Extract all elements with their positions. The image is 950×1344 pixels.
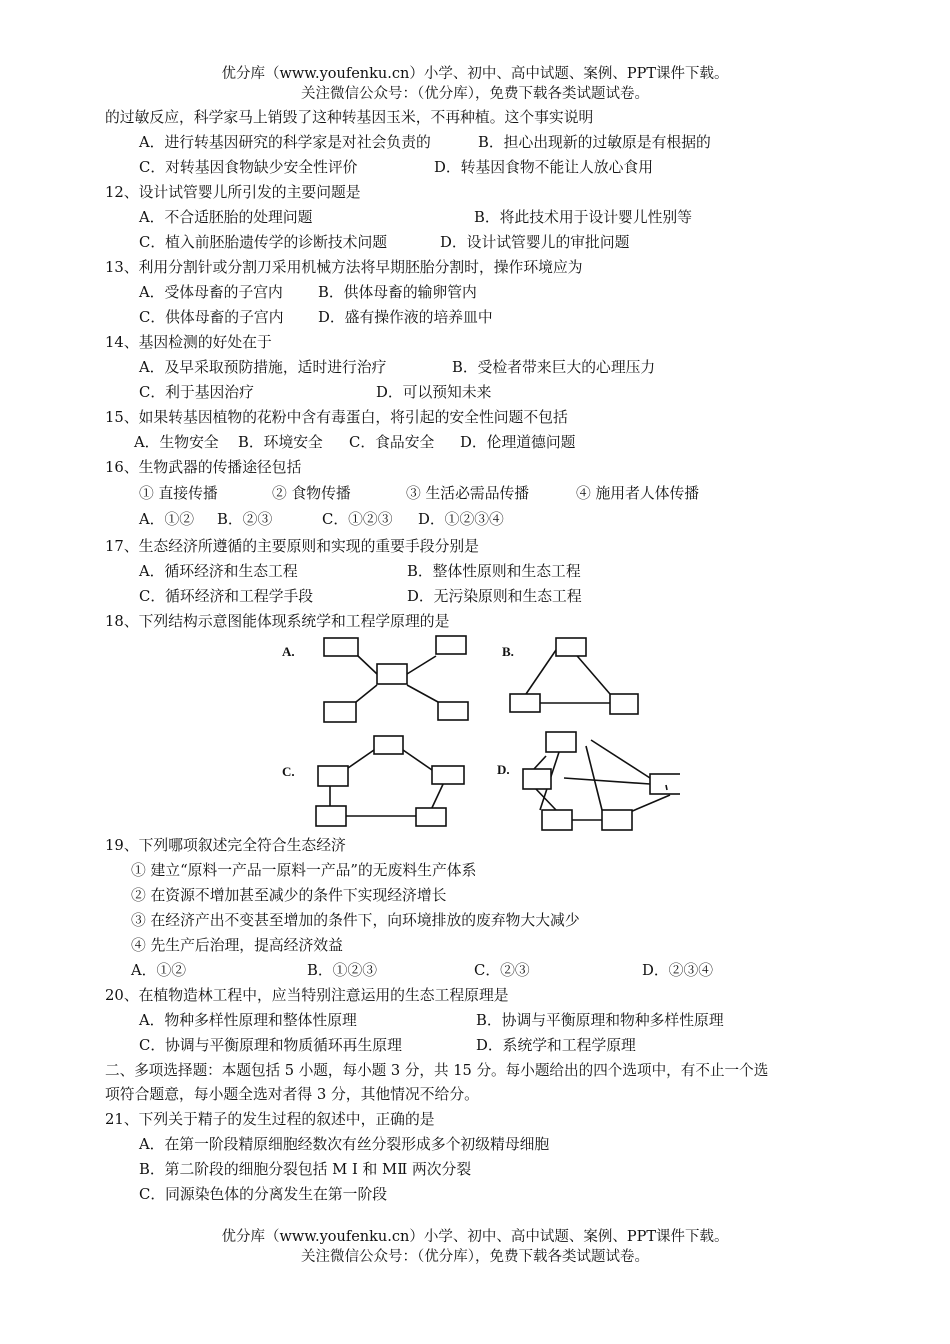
q19-statement-3: ③ 在经济产出不变甚至增加的条件下，向环境排放的废弃物大大减少 [131, 912, 580, 929]
q20-stem: 20、在植物造林工程中，应当特别注意运用的生态工程原理是 [105, 987, 509, 1004]
q18-diagrams [270, 630, 680, 835]
q17-option-c: C．循环经济和工程学手段 [139, 588, 314, 605]
q16-stem: 16、生物武器的传播途径包括 [105, 459, 302, 476]
section2-instructions-line2: 项符合题意，每小题全选对者得 3 分，其他情况不给分。 [105, 1086, 479, 1103]
q11-option-d: D．转基因食物不能让人放心食用 [434, 159, 654, 176]
q19-option-c: C．②③ [474, 962, 530, 979]
q12-option-c: C．植入前胚胎遗传学的诊断技术问题 [139, 234, 388, 251]
q16-item-4: ④ 施用者人体传播 [576, 485, 700, 502]
q16-item-1: ① 直接传播 [139, 485, 218, 502]
q14-stem: 14、基因检测的好处在于 [105, 334, 272, 351]
diagram-label-c: C. [282, 764, 295, 779]
q13-option-a: A．受体母畜的子宫内 [139, 284, 283, 301]
q14-option-c: C．利于基因治疗 [139, 384, 254, 401]
q17-stem: 17、生态经济所遵循的主要原则和实现的重要手段分别是 [105, 538, 479, 555]
q16-option-d: D．①②③④ [418, 511, 504, 528]
q16-item-2: ② 食物传播 [272, 485, 351, 502]
q15-option-c: C．食品安全 [349, 434, 435, 451]
q14-option-a: A．及早采取预防措施，适时进行治疗 [139, 359, 387, 376]
q12-option-b: B．将此技术用于设计婴儿性别等 [474, 209, 693, 226]
q19-stem: 19、下列哪项叙述完全符合生态经济 [105, 837, 346, 854]
q20-option-d: D．系统学和工程学原理 [476, 1037, 636, 1054]
page-footer-line1: 优分库（www.youfenku.cn）小学、初中、高中试题、案例、PPT课件下载。 [221, 1229, 729, 1245]
q21-option-b: B．第二阶段的细胞分裂包括 M I 和 MⅡ 两次分裂 [139, 1161, 472, 1178]
diagram-b [510, 638, 638, 714]
q12-option-a: A．不合适胚胎的处理问题 [139, 209, 313, 226]
q20-option-b: B．协调与平衡原理和物种多样性原理 [476, 1012, 724, 1029]
q20-option-c: C．协调与平衡原理和物质循环再生原理 [139, 1037, 402, 1054]
q11-option-b: B．担心出现新的过敏原是有根据的 [478, 134, 711, 151]
q14-option-d: D．可以预知未来 [376, 384, 492, 401]
q19-option-d: D．②③④ [642, 962, 714, 979]
diagram-c [316, 736, 464, 826]
diagram-label-d: D. [497, 762, 510, 777]
q21-stem: 21、下列关于精子的发生过程的叙述中，正确的是 [105, 1111, 435, 1128]
q16-item-3: ③ 生活必需品传播 [406, 485, 530, 502]
q17-option-d: D．无污染原则和生态工程 [407, 588, 582, 605]
q20-option-a: A．物种多样性原理和整体性原理 [139, 1012, 357, 1029]
diagram-label-b: B. [502, 644, 514, 659]
q15-option-b: B．环境安全 [238, 434, 323, 451]
q13-option-d: D．盛有操作液的培养皿中 [318, 309, 493, 326]
q12-option-d: D．设计试管婴儿的审批问题 [440, 234, 630, 251]
q18-stem: 18、下列结构示意图能体现系统学和工程学原理的是 [105, 613, 450, 630]
diagram-label-a: A. [282, 644, 295, 659]
q16-option-b: B．②③ [217, 511, 273, 528]
q14-option-b: B．受检者带来巨大的心理压力 [452, 359, 656, 376]
page-header-line1: 优分库（www.youfenku.cn）小学、初中、高中试题、案例、PPT课件下载。 [221, 66, 729, 82]
q19-statement-4: ④ 先生产后治理，提高经济效益 [131, 937, 343, 954]
page-footer-line2: 关注微信公众号：（优分库），免费下载各类试题试卷。 [301, 1249, 649, 1265]
q15-stem: 15、如果转基因植物的花粉中含有毒蛋白，将引起的安全性问题不包括 [105, 409, 568, 426]
q19-statement-2: ② 在资源不增加甚至减少的条件下实现经济增长 [131, 887, 447, 904]
q21-option-c: C．同源染色体的分离发生在第一阶段 [139, 1186, 388, 1203]
q13-option-c: C．供体母畜的子宫内 [139, 309, 284, 326]
q19-option-b: B．①②③ [307, 962, 378, 979]
q13-stem: 13、利用分割针或分割刀采用机械方法将早期胚胎分割时，操作环境应为 [105, 259, 583, 276]
q11-option-c: C．对转基因食物缺少安全性评价 [139, 159, 358, 176]
q17-option-b: B．整体性原则和生态工程 [407, 563, 581, 580]
q13-option-b: B．供体母畜的输卵管内 [318, 284, 477, 301]
section2-instructions-line1: 二、多项选择题：本题包括 5 小题，每小题 3 分，共 15 分。每小题给出的四个选项中，有不止一个选 [105, 1062, 769, 1079]
q11-stem: 的过敏反应，科学家马上销毁了这种转基因玉米，不再种植。这个事实说明 [105, 109, 594, 126]
q12-stem: 12、设计试管婴儿所引发的主要问题是 [105, 184, 361, 201]
q21-option-a: A．在第一阶段精原细胞经数次有丝分裂形成多个初级精母细胞 [139, 1136, 550, 1153]
q16-option-c: C．①②③ [322, 511, 393, 528]
q15-option-a: A．生物安全 [134, 434, 219, 451]
page-header-line2: 关注微信公众号：（优分库），免费下载各类试题试卷。 [301, 86, 649, 102]
q19-option-a: A．①② [131, 962, 187, 979]
diagram-d [523, 732, 680, 830]
q19-statement-1: ① 建立“原料一产品一原料一产品”的无废料生产体系 [131, 862, 477, 879]
q17-option-a: A．循环经济和生态工程 [139, 563, 298, 580]
diagram-a [324, 636, 468, 722]
q15-option-d: D．伦理道德问题 [460, 434, 576, 451]
q16-option-a: A．①② [139, 511, 195, 528]
q11-option-a: A．进行转基因研究的科学家是对社会负责的 [139, 134, 431, 151]
